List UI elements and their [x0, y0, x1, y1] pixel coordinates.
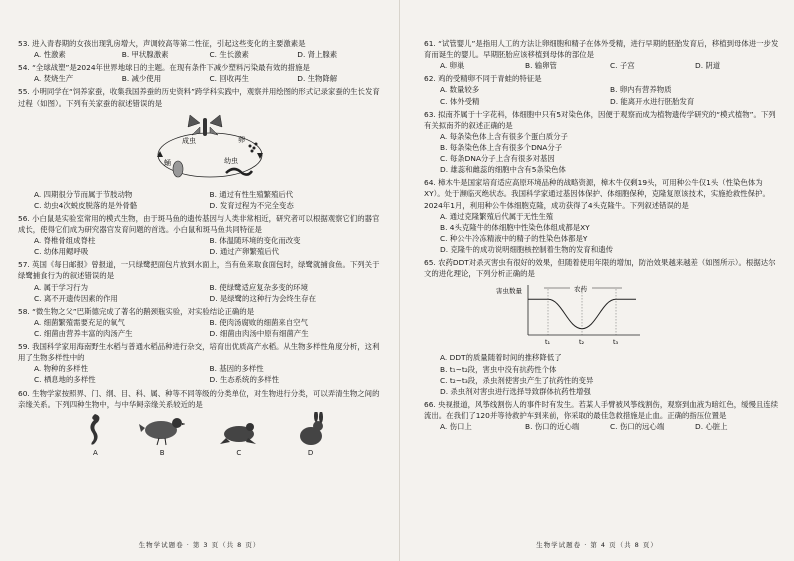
question-stem: 60. 生物学家按照界、门、纲、目、科、属、种等不同等级的分类单位，对生物进行分类，可以弄清生物之间的亲缘关系。下列四种生物中，与中华鲟亲缘关系较近的是 [18, 388, 380, 409]
question-61 [424, 38, 780, 71]
options [18, 49, 385, 60]
option-d: D. 杀虫剂对害虫进行选择导致群体抗药性增强 [440, 386, 591, 396]
question-58 [18, 306, 385, 339]
question-stem: 54. “全球战塑”是2024年世界地球日的主题。在现有条件下减少塑料污染最有效的措施是 [18, 63, 310, 73]
pest-population-chart [494, 281, 780, 350]
question-stem: 61. “试管婴儿”是指用人工的方法让卵细胞和精子在体外受精，进行早期的胚胎发育后，移植到母体进一步发育而诞生的婴儿。早期胚胎应该移植到母体的部位是 [424, 39, 779, 60]
pigeon-icon [139, 412, 185, 448]
option-c: C. 细菌由营养丰富的肉汤产生 [34, 328, 133, 338]
rabbit-icon [293, 412, 329, 448]
option-d: D. 通过产卵繁殖后代 [209, 247, 280, 257]
option-a: A. 通过克隆繁殖后代属于无性生殖 [440, 211, 554, 221]
option-b: B. 输卵管 [525, 61, 557, 71]
label-egg: 卵 [238, 135, 245, 144]
question-stem: 59. 我国科学家用海南野生水稻与普通水稻品种进行杂交，培育出优质高产水稻。从生物多样性角度分析，这利用了生物多样性中的 [18, 342, 380, 363]
y-axis-label: 害虫数量 [496, 287, 522, 296]
options [18, 282, 385, 304]
option-d: D. 生物降解 [297, 74, 338, 84]
option-a: A. 焚烧生产 [34, 74, 74, 84]
option-c: C. 生长激素 [209, 50, 249, 60]
option-b: B. 减少使用 [121, 74, 162, 84]
page-right [399, 0, 794, 561]
option-b: B. 通过有性生殖繁殖后代 [209, 189, 294, 199]
question-stem: 62. 鸡的受精卵不同于青蛙的特征是 [424, 74, 542, 84]
chart-svg [494, 281, 644, 347]
option-d: D. 心脏上 [695, 422, 728, 432]
option-a: A. 伤口上 [440, 422, 472, 432]
option-b: B. 卵内有营养物质 [610, 85, 672, 95]
option-d: D. 克隆牛的成功说明细胞核控制着生物的发育和遗传 [440, 244, 613, 254]
question-stem: 66. 央视报道，风筝线割伤人的事件时有发生。若某人手臂被风筝线割伤，观察到血液为暗红色，缓慢且连续流出。在我们了120并等待救护车到来前，你采取的最佳急救措施是止血。正确的指压位置是 [424, 399, 779, 420]
page-footer: 生物学试题卷 · 第 4 页（共 8 页） [536, 541, 658, 550]
option-c: C. 幼体用鳃呼吸 [34, 247, 89, 257]
question-55 [18, 86, 385, 210]
option-a: A. DDT的质量随着时间的推移降低了 [440, 353, 562, 363]
options [424, 131, 780, 175]
option-d: D. 是绿鹭的这种行为会终生存在 [209, 293, 316, 303]
chart-annotation: 农药 [574, 285, 587, 294]
question-54 [18, 62, 385, 84]
option-b: B. 使绿鹭适应复杂多变的环境 [209, 282, 308, 292]
animal-label: D [307, 448, 314, 457]
x-tick-label: t₁ [545, 338, 551, 347]
question-60 [18, 388, 385, 459]
question-66 [424, 399, 780, 432]
animal-rabbit [293, 412, 329, 459]
question-stem: 57. 英国《每日邮报》曾报道，一只绿鹭把面包片放到水面上，当有鱼来取食面包时，绿鹭就捕食鱼。下列关于绿鹭捕食行为的叙述错误的是 [18, 260, 380, 281]
animal-label: C [236, 448, 242, 457]
option-b: B. t₁~t₂段，害虫中没有抗药性个体 [440, 364, 557, 374]
option-b: B. 4头克隆牛的体细胞中性染色体组成都是XY [440, 222, 590, 232]
question-59 [18, 341, 385, 385]
question-56 [18, 213, 385, 257]
option-b: B. 伤口的近心端 [525, 422, 580, 432]
option-a: A. 细菌繁殖需要充足的氧气 [34, 317, 125, 327]
option-c: C. 回收再生 [209, 74, 249, 84]
option-a: A. 属于学习行为 [34, 282, 88, 292]
option-d: D. 生态系统的多样性 [209, 375, 280, 385]
options [18, 235, 385, 257]
question-stem: 65. 农药DDT对杀灭害虫有很好的效果，但随着使用年限的增加，防治效果越来越差（如图所示）。根据达尔文的进化理论，下列分析正确的是 [424, 258, 776, 279]
question-stem: 63. 拟南芥属于十字花科，体细胞中只有5对染色体，因便于观察而成为植物遗传学研究的“模式植物”。下列有关拟南芥的叙述正确的是 [424, 109, 776, 130]
option-c: C. 每条DNA分子上含有很多对基因 [440, 154, 555, 164]
x-tick-label: t₂ [579, 338, 585, 347]
option-d: D. 细菌由肉汤中原有细菌产生 [209, 328, 309, 338]
options [424, 84, 780, 106]
options [18, 73, 385, 84]
option-c: C. 种公牛冷冻精液中的精子的性染色体都是Y [440, 233, 588, 243]
option-d: D. 发育过程为不完全变态 [209, 200, 294, 210]
option-a: A. 每条染色体上含有很多个蛋白质分子 [440, 131, 568, 141]
option-c: C. 栖息地的多样性 [34, 375, 96, 385]
options [424, 211, 780, 255]
pupa-icon [173, 161, 183, 177]
options [18, 363, 385, 385]
option-a: A. 性激素 [34, 50, 66, 60]
question-63 [424, 109, 780, 176]
question-53 [18, 38, 385, 60]
question-62 [424, 73, 780, 106]
animal-options [18, 410, 385, 459]
animal-seahorse [84, 412, 106, 459]
option-b: B. 使肉汤腐败的细菌来自空气 [209, 317, 308, 327]
option-c: C. 伤口的远心端 [610, 422, 665, 432]
option-a: A. 卵巢 [440, 61, 465, 71]
options [424, 352, 780, 396]
option-a: A. 物种的多样性 [34, 364, 88, 374]
animal-label: A [92, 448, 98, 457]
option-c: C. 体外受精 [440, 96, 480, 106]
animal-pigeon [139, 412, 185, 459]
question-stem: 53. 进入青春期的女孩出现乳房增大，声调较高等第二性征，引起这些变化的主要激素是 [18, 39, 306, 48]
frog-icon [218, 412, 260, 448]
option-b: B. 基因的多样性 [209, 364, 264, 374]
option-c: C. t₂~t₃段，杀虫剂使害虫产生了抗药性的变异 [440, 375, 594, 385]
option-b: B. 体温随环境的变化而改变 [209, 236, 301, 246]
options [424, 421, 780, 432]
options [424, 60, 780, 71]
animal-frog [218, 412, 260, 459]
option-c: C. 子宫 [610, 61, 635, 71]
seahorse-icon [84, 412, 106, 448]
label-larva: 幼虫 [224, 156, 238, 165]
page-footer: 生物学试题卷 · 第 3 页（共 8 页） [138, 541, 261, 550]
option-d: D. 能离开水进行胚胎发育 [610, 96, 695, 106]
option-c: C. 幼虫4次蜕皮脱落的是外骨骼 [34, 200, 138, 210]
question-64 [424, 177, 780, 255]
question-stem: 58. “微生物之父”巴斯德完成了著名的鹅颈瓶实验，对实验结论正确的是 [18, 306, 255, 316]
lifecycle-svg [138, 113, 288, 185]
silkworm-lifecycle-diagram [18, 113, 385, 185]
question-57 [18, 259, 385, 303]
question-stem: 64. 樟木牛是国家培育适应高原环境品种的战略资源，樟木牛仅剩19头，可用种公牛仅1头（性染色体为XY）。处于濒临灭绝状态。我国科学家通过基因体保护、体细胞保种，克隆复原该技术，实施抢救性保护。2024年1月，利用种公牛体细胞克隆，成功获得了4头克隆牛。下列叙述错误的是 [424, 178, 770, 210]
options [18, 317, 385, 339]
option-b: B. 甲状腺激素 [121, 50, 169, 60]
option-d: D. 肾上腺素 [297, 50, 338, 60]
option-a: A. 数量较多 [440, 85, 480, 95]
question-stem: 56. 小白鼠是实验室常用的模式生物，由于斑马鱼的遗传基因与人类非常相近，研究者可以根据观察它们的器官成长，使得它们成为研究器官发育问题的首选。小白鼠和斑马鱼共同特征是 [18, 213, 380, 234]
option-d: D. 雄蕊和雌蕊的细胞中含有5条染色体 [440, 165, 566, 175]
label-pupa: 蛹 [164, 158, 171, 167]
x-tick-label: t₃ [613, 338, 619, 347]
option-d: D. 阴道 [695, 61, 721, 71]
egg-icon [249, 142, 258, 152]
label-adult: 成虫 [182, 136, 196, 145]
option-a: A. 四期很分节而属于节肢动物 [34, 189, 133, 199]
option-a: A. 脊椎骨组成脊柱 [34, 236, 96, 246]
option-b: B. 每条染色体上含有很多个DNA分子 [440, 142, 563, 152]
option-c: C. 离不开遗传因素的作用 [34, 293, 118, 303]
question-stem: 55. 小明同学在“饲养家蚕，收集我国养蚕的历史资料”跨学科实践中，观察并用绘图的形式记录家蚕的生长发育过程（如图）。下列有关家蚕的叙述错误的是 [18, 87, 380, 108]
options [18, 189, 385, 211]
question-65 [424, 257, 780, 397]
animal-label: B [159, 448, 165, 457]
